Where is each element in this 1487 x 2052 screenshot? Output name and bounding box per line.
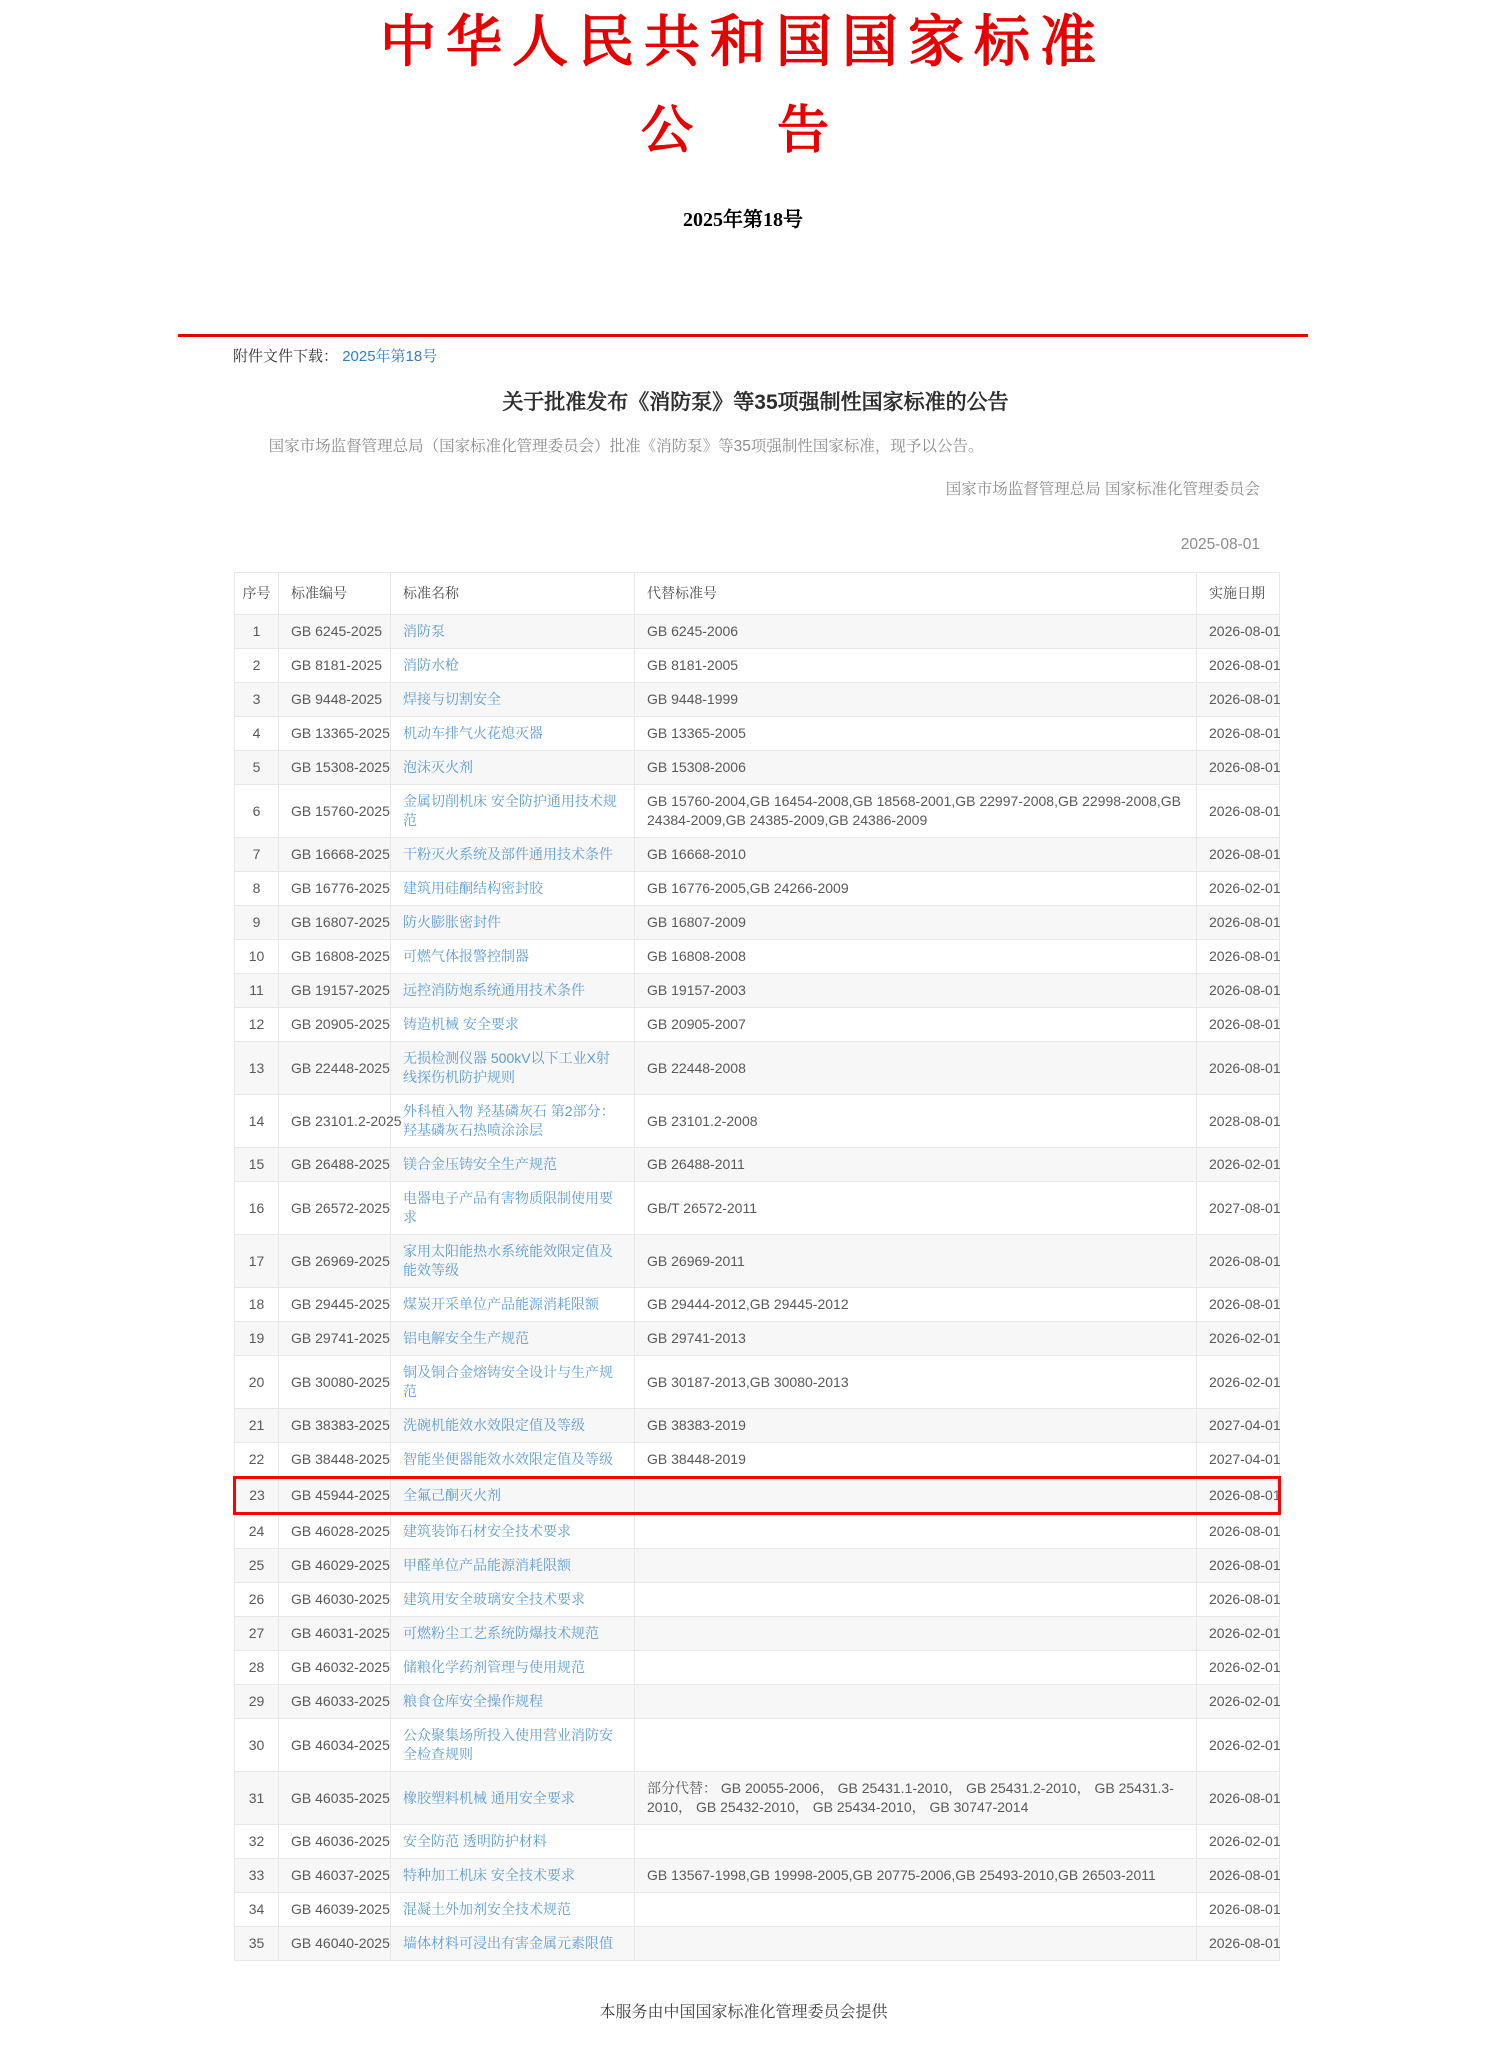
replaced-standards-cell [635, 1651, 1197, 1685]
standard-name-cell [391, 1927, 635, 1961]
standard-name-link[interactable]: 铝电解安全生产规范 [403, 1330, 529, 1347]
standard-name-link[interactable]: 全氟己酮灭火剂 [403, 1487, 501, 1504]
implementation-date-cell: 2027-04-01 [1197, 1443, 1280, 1478]
row-index-cell: 31 [235, 1772, 279, 1825]
row-index-cell: 1 [235, 615, 279, 649]
row-index-cell: 7 [235, 838, 279, 872]
table-row [235, 1549, 1280, 1583]
table-row [235, 683, 1280, 717]
standard-name-cell [391, 906, 635, 940]
replaced-standards-cell: GB 13365-2005 [635, 717, 1197, 751]
row-index-cell: 6 [235, 785, 279, 838]
standard-code-cell: GB 22448-2025 [279, 1042, 391, 1095]
standard-name-link[interactable]: 煤炭开采单位产品能源消耗限额 [403, 1296, 599, 1313]
implementation-date-cell: 2026-08-01 [1197, 1583, 1280, 1617]
standard-code-cell: GB 46032-2025 [279, 1651, 391, 1685]
standard-name-link[interactable]: 建筑用安全玻璃安全技术要求 [403, 1591, 585, 1608]
attachment-row [233, 346, 1278, 367]
replaced-standards-cell [635, 1685, 1197, 1719]
implementation-date-cell: 2026-08-01 [1197, 1893, 1280, 1927]
standard-name-link[interactable]: 建筑用硅酮结构密封胶 [403, 880, 543, 897]
standard-name-cell [391, 1617, 635, 1651]
standard-name-cell [391, 1042, 635, 1095]
implementation-date-cell: 2026-08-01 [1197, 751, 1280, 785]
attachment-label: 附件文件下载： [233, 348, 339, 366]
standard-code-cell: GB 20905-2025 [279, 1008, 391, 1042]
table-row [235, 1893, 1280, 1927]
standards-table-body [235, 615, 1280, 1961]
row-index-cell: 34 [235, 1893, 279, 1927]
replaced-standards-cell [635, 1583, 1197, 1617]
row-index-cell: 18 [235, 1288, 279, 1322]
table-row [235, 1008, 1280, 1042]
footer-note: 本服务由中国国家标准化管理委员会提供 [599, 2004, 888, 2022]
standard-name-link[interactable]: 消防水枪 [403, 657, 459, 674]
standard-name-link[interactable]: 泡沫灭火剂 [403, 759, 473, 776]
standard-name-link[interactable]: 外科植入物 羟基磷灰石 第2部分：羟基磷灰石热喷涂涂层 [403, 1103, 615, 1139]
standard-name-link[interactable]: 消防泵 [403, 623, 445, 640]
row-index-cell: 15 [235, 1148, 279, 1182]
standard-name-link[interactable]: 电器电子产品有害物质限制使用要求 [403, 1190, 613, 1226]
table-row [235, 1651, 1280, 1685]
implementation-date-cell: 2026-08-01 [1197, 615, 1280, 649]
row-index-cell: 33 [235, 1859, 279, 1893]
standard-code-cell: GB 45944-2025 [279, 1478, 391, 1514]
standard-code-cell: GB 26572-2025 [279, 1182, 391, 1235]
replaced-standards-cell: GB 6245-2006 [635, 615, 1197, 649]
implementation-date-cell: 2028-08-01 [1197, 1095, 1280, 1148]
replaced-standards-cell: GB 16808-2008 [635, 940, 1197, 974]
standard-name-link[interactable]: 铜及铜合金熔铸安全设计与生产规范 [403, 1364, 613, 1400]
table-row [235, 1356, 1280, 1409]
standard-name-cell [391, 1322, 635, 1356]
table-row [235, 838, 1280, 872]
standard-name-cell [391, 1859, 635, 1893]
standard-code-cell: GB 29741-2025 [279, 1322, 391, 1356]
replaced-standards-cell [635, 1719, 1197, 1772]
announcement-heading: 公 告 [640, 102, 845, 160]
standard-name-cell [391, 1719, 635, 1772]
row-index-cell: 22 [235, 1443, 279, 1478]
standard-code-cell: GB 46034-2025 [279, 1719, 391, 1772]
table-row [235, 1235, 1280, 1288]
row-index-cell: 14 [235, 1095, 279, 1148]
implementation-date-cell: 2026-08-01 [1197, 785, 1280, 838]
row-index-cell: 13 [235, 1042, 279, 1095]
standard-name-link[interactable]: 家用太阳能热水系统能效限定值及能效等级 [403, 1243, 613, 1279]
standard-name-link[interactable]: 防火膨胀密封件 [403, 914, 501, 931]
content-area [178, 346, 1308, 1961]
column-header-index: 序号 [235, 573, 279, 615]
row-index-cell: 27 [235, 1617, 279, 1651]
row-index-cell: 35 [235, 1927, 279, 1961]
table-row [235, 1583, 1280, 1617]
table-header-row [235, 573, 1280, 615]
row-index-cell: 2 [235, 649, 279, 683]
replaced-standards-cell: GB 26488-2011 [635, 1148, 1197, 1182]
standard-code-cell: GB 16668-2025 [279, 838, 391, 872]
implementation-date-cell: 2026-02-01 [1197, 1617, 1280, 1651]
row-index-cell: 26 [235, 1583, 279, 1617]
notice-title: 关于批准发布《消防泵》等35项强制性国家标准的公告 [502, 391, 1009, 415]
implementation-date-cell: 2026-02-01 [1197, 1651, 1280, 1685]
standard-name-cell [391, 1409, 635, 1443]
table-row [235, 1719, 1280, 1772]
column-header-code: 标准编号 [279, 573, 391, 615]
standard-name-link[interactable]: 无损检测仪器 500kV以下工业X射线探伤机防护规则 [403, 1050, 610, 1086]
standard-name-cell [391, 1549, 635, 1583]
replaced-standards-cell: GB 26969-2011 [635, 1235, 1197, 1288]
implementation-date-cell: 2026-08-01 [1197, 1859, 1280, 1893]
table-row [235, 1825, 1280, 1859]
replaced-standards-cell: GB 15760-2004,GB 16454-2008,GB 18568-2001,GB 22997-2008,GB 22998-2008,GB 24384-2009,GB 24385-2009,GB 24386-2009 [635, 785, 1197, 838]
standard-code-cell: GB 8181-2025 [279, 649, 391, 683]
replaced-standards-cell: GB 16668-2010 [635, 838, 1197, 872]
replaced-standards-cell: GB 16807-2009 [635, 906, 1197, 940]
replaced-standards-cell: GB 23101.2-2008 [635, 1095, 1197, 1148]
implementation-date-cell: 2026-08-01 [1197, 1042, 1280, 1095]
standard-name-link[interactable]: 洗碗机能效水效限定值及等级 [403, 1417, 585, 1434]
standard-code-cell: GB 46029-2025 [279, 1549, 391, 1583]
row-index-cell: 12 [235, 1008, 279, 1042]
implementation-date-cell: 2026-08-01 [1197, 1235, 1280, 1288]
standard-code-cell: GB 16808-2025 [279, 940, 391, 974]
table-row [235, 872, 1280, 906]
standard-name-link[interactable]: 建筑装饰石材安全技术要求 [403, 1523, 571, 1540]
row-index-cell: 10 [235, 940, 279, 974]
implementation-date-cell: 2026-08-01 [1197, 940, 1280, 974]
standard-code-cell: GB 46035-2025 [279, 1772, 391, 1825]
table-row [235, 1927, 1280, 1961]
standard-name-cell [391, 1148, 635, 1182]
standard-code-cell: GB 38448-2025 [279, 1443, 391, 1478]
row-index-cell: 4 [235, 717, 279, 751]
row-index-cell: 3 [235, 683, 279, 717]
replaced-standards-cell [635, 1893, 1197, 1927]
row-index-cell: 29 [235, 1685, 279, 1719]
table-row [235, 1685, 1280, 1719]
standard-name-link[interactable]: 安全防范 透明防护材料 [403, 1833, 547, 1850]
table-row [235, 1148, 1280, 1182]
implementation-date-cell: 2026-08-01 [1197, 838, 1280, 872]
replaced-standards-cell: GB 38383-2019 [635, 1409, 1197, 1443]
standard-name-cell [391, 1893, 635, 1927]
standard-code-cell: GB 30080-2025 [279, 1356, 391, 1409]
standard-code-cell: GB 26969-2025 [279, 1235, 391, 1288]
document-container [178, 14, 1308, 1961]
standard-code-cell: GB 46040-2025 [279, 1927, 391, 1961]
replaced-standards-cell [635, 1549, 1197, 1583]
standard-code-cell: GB 46031-2025 [279, 1617, 391, 1651]
standard-name-link[interactable]: 镁合金压铸安全生产规范 [403, 1156, 557, 1173]
standard-code-cell: GB 26488-2025 [279, 1148, 391, 1182]
standard-code-cell: GB 29445-2025 [279, 1288, 391, 1322]
row-index-cell: 19 [235, 1322, 279, 1356]
standard-name-link[interactable]: 墙体材料可浸出有害金属元素限值 [403, 1935, 613, 1952]
standard-name-link[interactable]: 可燃粉尘工艺系统防爆技术规范 [403, 1625, 599, 1642]
replaced-standards-cell [635, 1927, 1197, 1961]
replaced-standards-cell: 部分代替： GB 20055-2006， GB 25431.1-2010， GB 25431.2-2010， GB 25431.3-2010， GB 25432-2010， GB 25434-2010， GB 30747-2014 [635, 1772, 1197, 1825]
standard-name-cell [391, 1235, 635, 1288]
replaced-standards-cell: GB 8181-2005 [635, 649, 1197, 683]
table-row [235, 1617, 1280, 1651]
table-row [235, 1514, 1280, 1549]
replaced-standards-cell: GB 13567-1998,GB 19998-2005,GB 20775-2006,GB 25493-2010,GB 26503-2011 [635, 1859, 1197, 1893]
publish-date: 2025-08-01 [1180, 536, 1260, 554]
implementation-date-cell: 2026-02-01 [1197, 1322, 1280, 1356]
standard-name-cell [391, 1288, 635, 1322]
attachment-link[interactable]: 2025年第18号 [342, 348, 438, 366]
implementation-date-cell: 2026-08-01 [1197, 1549, 1280, 1583]
implementation-date-cell: 2026-02-01 [1197, 1825, 1280, 1859]
implementation-date-cell: 2026-08-01 [1197, 906, 1280, 940]
replaced-standards-cell: GB 19157-2003 [635, 974, 1197, 1008]
standard-name-cell [391, 649, 635, 683]
table-row [235, 1288, 1280, 1322]
standard-name-cell [391, 1772, 635, 1825]
notice-body: 国家市场监督管理总局（国家标准化管理委员会）批准《消防泵》等35项强制性国家标准，现予以公告。 [268, 438, 984, 456]
standard-name-cell [391, 1443, 635, 1478]
row-index-cell: 25 [235, 1549, 279, 1583]
implementation-date-cell: 2026-08-01 [1197, 1008, 1280, 1042]
table-row [235, 1322, 1280, 1356]
implementation-date-cell: 2026-08-01 [1197, 974, 1280, 1008]
standard-name-link[interactable]: 金属切削机床 安全防护通用技术规范 [403, 793, 617, 829]
table-row [235, 974, 1280, 1008]
row-index-cell: 28 [235, 1651, 279, 1685]
table-row [235, 1095, 1280, 1148]
standard-name-link[interactable]: 焊接与切割安全 [403, 691, 501, 708]
row-index-cell: 11 [235, 974, 279, 1008]
implementation-date-cell: 2026-08-01 [1197, 1514, 1280, 1549]
standard-code-cell: GB 46033-2025 [279, 1685, 391, 1719]
standard-name-link[interactable]: 混凝土外加剂安全技术规范 [403, 1901, 571, 1918]
row-index-cell: 21 [235, 1409, 279, 1443]
standard-code-cell: GB 46030-2025 [279, 1583, 391, 1617]
standard-code-cell: GB 9448-2025 [279, 683, 391, 717]
standard-name-cell [391, 717, 635, 751]
replaced-standards-cell: GB 16776-2005,GB 24266-2009 [635, 872, 1197, 906]
row-index-cell: 24 [235, 1514, 279, 1549]
row-index-cell: 8 [235, 872, 279, 906]
implementation-date-cell: 2026-02-01 [1197, 872, 1280, 906]
table-row [235, 1859, 1280, 1893]
standard-code-cell: GB 46036-2025 [279, 1825, 391, 1859]
standard-name-link[interactable]: 粮食仓库安全操作规程 [403, 1693, 543, 1710]
table-row [235, 1182, 1280, 1235]
replaced-standards-cell [635, 1478, 1197, 1514]
standard-code-cell: GB 23101.2-2025 [279, 1095, 391, 1148]
column-header-replaced: 代替标准号 [635, 573, 1197, 615]
replaced-standards-cell: GB/T 26572-2011 [635, 1182, 1197, 1235]
row-index-cell: 17 [235, 1235, 279, 1288]
replaced-standards-cell [635, 1617, 1197, 1651]
implementation-date-cell: 2026-08-01 [1197, 1772, 1280, 1825]
implementation-date-cell: 2026-08-01 [1197, 683, 1280, 717]
table-row [235, 615, 1280, 649]
implementation-date-cell: 2027-04-01 [1197, 1409, 1280, 1443]
standard-name-cell [391, 872, 635, 906]
standard-name-link[interactable]: 特种加工机床 安全技术要求 [403, 1867, 575, 1884]
standard-code-cell: GB 16776-2025 [279, 872, 391, 906]
standard-name-cell [391, 751, 635, 785]
standard-name-cell [391, 1478, 635, 1514]
row-index-cell: 30 [235, 1719, 279, 1772]
standard-name-cell [391, 1514, 635, 1549]
standard-name-cell [391, 1008, 635, 1042]
table-row [235, 1478, 1280, 1514]
row-index-cell: 20 [235, 1356, 279, 1409]
table-row [235, 785, 1280, 838]
standard-name-cell [391, 1095, 635, 1148]
standard-code-cell: GB 46037-2025 [279, 1859, 391, 1893]
column-header-date: 实施日期 [1197, 573, 1280, 615]
standard-name-cell [391, 1685, 635, 1719]
table-row [235, 1772, 1280, 1825]
row-index-cell: 32 [235, 1825, 279, 1859]
red-divider [178, 334, 1308, 337]
implementation-date-cell: 2026-08-01 [1197, 1288, 1280, 1322]
row-index-cell: 23 [235, 1478, 279, 1514]
standard-code-cell: GB 46028-2025 [279, 1514, 391, 1549]
standard-name-cell [391, 683, 635, 717]
table-row [235, 906, 1280, 940]
standard-code-cell: GB 19157-2025 [279, 974, 391, 1008]
replaced-standards-cell [635, 1514, 1197, 1549]
standard-code-cell: GB 15308-2025 [279, 751, 391, 785]
row-index-cell: 16 [235, 1182, 279, 1235]
implementation-date-cell: 2026-02-01 [1197, 1719, 1280, 1772]
standard-name-link[interactable]: 干粉灭火系统及部件通用技术条件 [403, 846, 613, 863]
implementation-date-cell: 2026-08-01 [1197, 1927, 1280, 1961]
table-row [235, 940, 1280, 974]
standard-name-cell [391, 838, 635, 872]
replaced-standards-cell: GB 9448-1999 [635, 683, 1197, 717]
standard-name-cell [391, 1356, 635, 1409]
standard-name-link[interactable]: 甲醛单位产品能源消耗限额 [403, 1557, 571, 1574]
standard-name-cell [391, 1825, 635, 1859]
replaced-standards-cell: GB 29741-2013 [635, 1322, 1197, 1356]
implementation-date-cell: 2026-08-01 [1197, 1478, 1280, 1514]
table-row [235, 751, 1280, 785]
standard-name-link[interactable]: 铸造机械 安全要求 [403, 1016, 519, 1033]
standard-name-cell [391, 615, 635, 649]
implementation-date-cell: 2026-02-01 [1197, 1356, 1280, 1409]
standard-name-cell [391, 1583, 635, 1617]
replaced-standards-cell: GB 15308-2006 [635, 751, 1197, 785]
standard-code-cell: GB 15760-2025 [279, 785, 391, 838]
table-row [235, 1443, 1280, 1478]
table-row [235, 649, 1280, 683]
replaced-standards-cell [635, 1825, 1197, 1859]
standard-name-link[interactable]: 远控消防炮系统通用技术条件 [403, 982, 585, 999]
standard-name-link[interactable]: 橡胶塑料机械 通用安全要求 [403, 1789, 575, 1806]
standard-code-cell: GB 46039-2025 [279, 1893, 391, 1927]
table-row [235, 1042, 1280, 1095]
replaced-standards-cell: GB 20905-2007 [635, 1008, 1197, 1042]
standard-name-link[interactable]: 机动车排气火花熄灭器 [403, 725, 543, 742]
standard-code-cell: GB 38383-2025 [279, 1409, 391, 1443]
standard-code-cell: GB 13365-2025 [279, 717, 391, 751]
issuing-authority: 国家市场监督管理总局 国家标准化管理委员会 [945, 481, 1260, 499]
standard-name-cell [391, 940, 635, 974]
standard-name-link[interactable]: 可燃气体报警控制器 [403, 948, 529, 965]
replaced-standards-cell: GB 29444-2012,GB 29445-2012 [635, 1288, 1197, 1322]
replaced-standards-cell: GB 38448-2019 [635, 1443, 1197, 1478]
standard-name-cell [391, 974, 635, 1008]
standard-code-cell: GB 6245-2025 [279, 615, 391, 649]
replaced-standards-cell: GB 30187-2013,GB 30080-2013 [635, 1356, 1197, 1409]
document-title: 中华人民共和国国家标准 [380, 12, 1106, 74]
column-header-name: 标准名称 [391, 573, 635, 615]
standards-table [233, 572, 1281, 1961]
table-row [235, 1409, 1280, 1443]
standard-code-cell: GB 16807-2025 [279, 906, 391, 940]
implementation-date-cell: 2027-08-01 [1197, 1182, 1280, 1235]
implementation-date-cell: 2026-02-01 [1197, 1148, 1280, 1182]
implementation-date-cell: 2026-02-01 [1197, 1685, 1280, 1719]
standard-name-link[interactable]: 公众聚集场所投入使用营业消防安全检查规则 [403, 1727, 613, 1763]
replaced-standards-cell: GB 22448-2008 [635, 1042, 1197, 1095]
issue-number: 2025年第18号 [683, 209, 803, 232]
standard-name-cell [391, 785, 635, 838]
table-row [235, 717, 1280, 751]
standard-name-link[interactable]: 智能坐便器能效水效限定值及等级 [403, 1451, 613, 1468]
standard-name-cell [391, 1651, 635, 1685]
implementation-date-cell: 2026-08-01 [1197, 649, 1280, 683]
row-index-cell: 5 [235, 751, 279, 785]
implementation-date-cell: 2026-08-01 [1197, 717, 1280, 751]
standard-name-link[interactable]: 储粮化学药剂管理与使用规范 [403, 1659, 585, 1676]
standard-name-cell [391, 1182, 635, 1235]
row-index-cell: 9 [235, 906, 279, 940]
